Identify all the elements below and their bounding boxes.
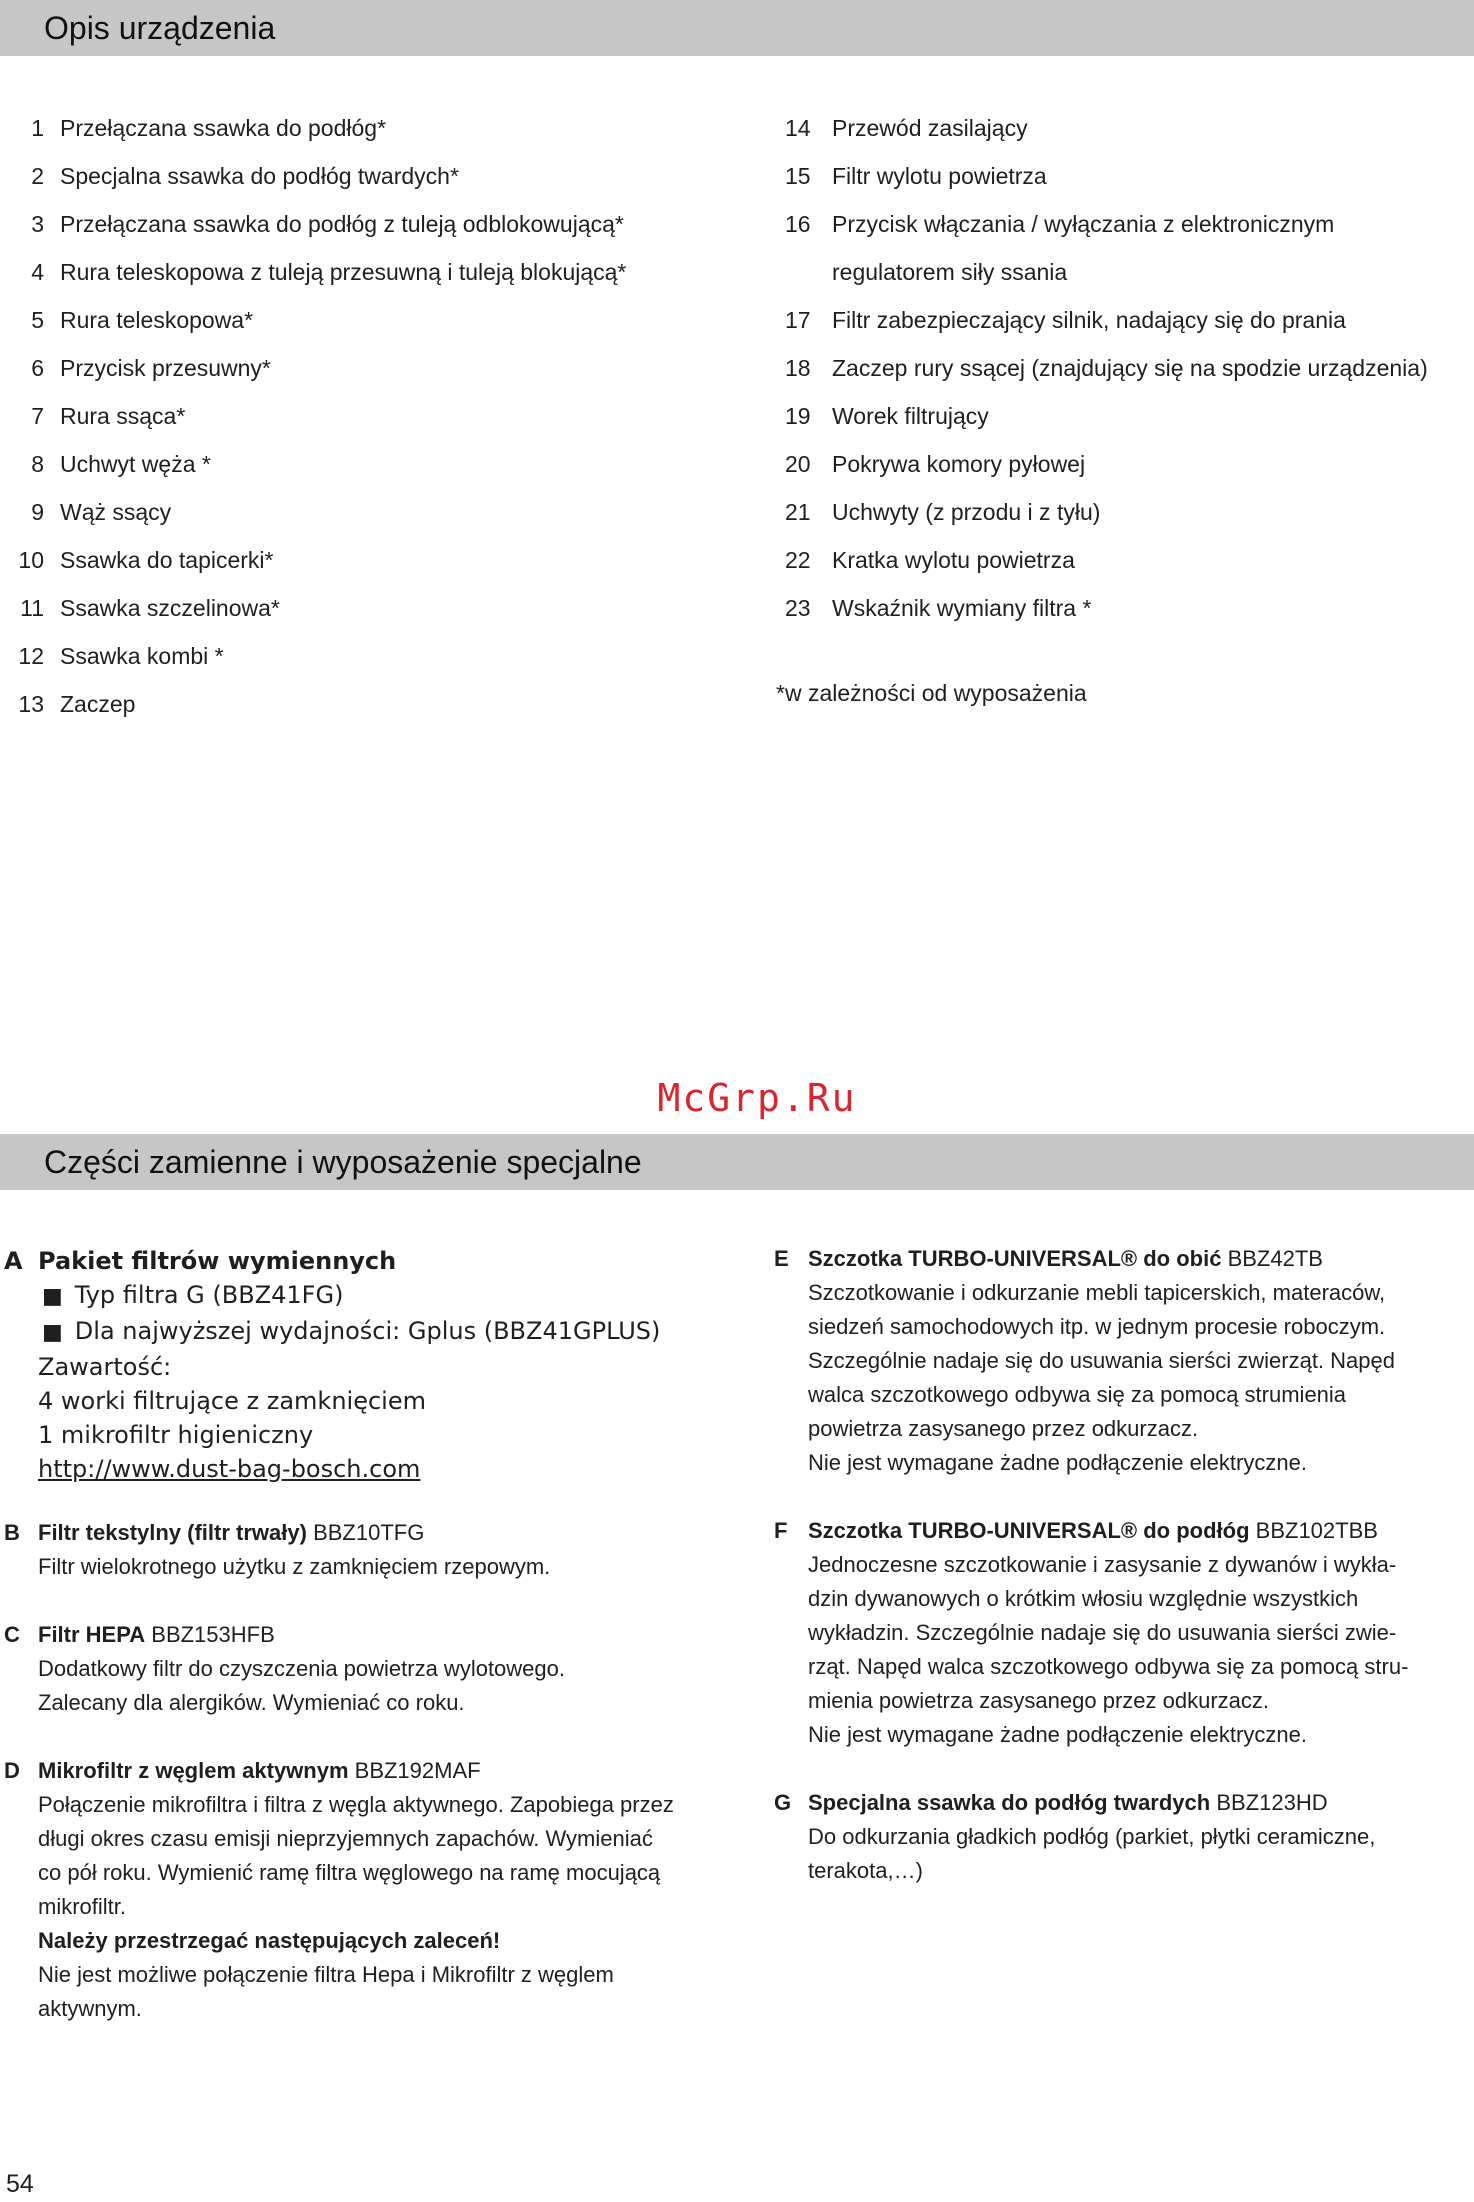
part-title: Mikrofiltr z węglem aktywnym	[38, 1758, 349, 1783]
warning-line: aktywnym.	[38, 1996, 142, 2021]
item-label: Worek filtrujący	[832, 403, 989, 429]
item-number: 12	[18, 643, 44, 669]
part-c	[4, 1618, 738, 1720]
description-line: Szczotkowanie i odkurzanie mebli tapicerskich, materaców,	[808, 1280, 1386, 1305]
description-line: Nie jest wymagane żadne podłączenie elektryczne.	[808, 1450, 1307, 1475]
item-label: Przełączana ssawka do podłóg*	[60, 115, 387, 141]
part-letter: B	[4, 1520, 20, 1545]
item-label: Ssawka szczelinowa*	[60, 595, 280, 621]
list-item	[770, 536, 1470, 584]
section-title: Opis urządzenia	[44, 9, 276, 46]
description-line: powietrza zasysanego przez odkurzacz.	[808, 1416, 1199, 1441]
part-letter: E	[774, 1246, 789, 1271]
description-line: dzin dywanowych o krótkim włosiu względnie wszystkich	[808, 1586, 1359, 1611]
item-label: Filtr wylotu powietrza	[832, 163, 1047, 189]
item-number: 7	[31, 403, 44, 429]
list-item	[770, 344, 1470, 392]
list-item	[0, 104, 760, 152]
part-letter: A	[4, 1247, 23, 1275]
item-label: Przycisk włączania / wyłączania z elektronicznym	[832, 211, 1335, 237]
part-code: BBZ102TBB	[1249, 1518, 1378, 1543]
item-label: Zaczep rury ssącej (znajdujący się na spodzie urządzenia)	[832, 355, 1428, 381]
contents-label: Zawartość:	[38, 1353, 172, 1381]
description-line: Połączenie mikrofiltra i filtra z węgla aktywnego. Zapobiega przez	[38, 1792, 674, 1817]
part-letter: F	[774, 1518, 788, 1543]
item-number: 2	[31, 163, 44, 189]
section-title: Części zamienne i wyposażenie specjalne	[44, 1143, 642, 1180]
part-code: BBZ42TB	[1221, 1246, 1323, 1271]
description-line: długi okres czasu emisji nieprzyjemnych zapachów. Wymieniać	[38, 1826, 653, 1851]
part-b	[4, 1516, 738, 1584]
item-label: Ssawka kombi *	[60, 643, 224, 669]
filter-type-line: ■ Typ filtra G (BBZ41FG)	[38, 1278, 738, 1314]
list-item	[770, 152, 1470, 200]
watermark: McGrp.Ru	[657, 1076, 857, 1120]
description-line: Szczególnie nadaje się do usuwania sierści zwierząt. Napęd	[808, 1348, 1395, 1373]
item-label: Uchwyty (z przodu i z tyłu)	[832, 499, 1101, 525]
item-label: Pokrywa komory pyłowej	[832, 451, 1086, 477]
part-title: Pakiet filtrów wymiennych	[38, 1247, 397, 1275]
list-item	[770, 584, 1470, 632]
warning-line: Nie jest możliwe połączenie filtra Hepa i Mikrofiltr z węglem	[38, 1962, 614, 1987]
contents-line: 4 worki filtrujące z zamknięciem	[38, 1387, 426, 1415]
part-a	[4, 1244, 738, 1486]
item-number: 10	[18, 547, 44, 573]
list-item	[770, 392, 1470, 440]
part-title: Szczotka TURBO-UNIVERSAL® do obić	[808, 1246, 1222, 1271]
section-header-czesci	[0, 1134, 1474, 1190]
list-item	[0, 632, 760, 680]
list-item	[0, 248, 760, 296]
item-number: 3	[31, 211, 44, 237]
item-label: Wskaźnik wymiany filtra *	[832, 595, 1092, 621]
component-list-left	[0, 104, 760, 728]
description-line: wykładzin. Szczególnie nadaje się do usuwania sierści zwie-	[808, 1620, 1397, 1645]
item-number: 19	[785, 403, 811, 429]
list-item	[0, 296, 760, 344]
item-number: 8	[31, 451, 44, 477]
description-line: Zalecany dla alergików. Wymieniać co roku.	[38, 1690, 465, 1715]
list-item	[0, 536, 760, 584]
description-line: walca szczotkowego odbywa się za pomocą strumienia	[808, 1382, 1347, 1407]
part-title: Szczotka TURBO-UNIVERSAL® do podłóg	[808, 1518, 1250, 1543]
part-g	[774, 1786, 1468, 1888]
description-line: Filtr wielokrotnego użytku z zamknięciem rzepowym.	[38, 1554, 551, 1579]
description-line: mienia powietrza zasysanego przez odkurzacz.	[808, 1688, 1270, 1713]
list-item	[0, 392, 760, 440]
part-title: Specjalna ssawka do podłóg twardych	[808, 1790, 1211, 1815]
component-list-right	[770, 104, 1470, 632]
item-label: Rura ssąca*	[60, 403, 186, 429]
section-header-opis	[0, 0, 1474, 56]
item-label: Uchwyt węża *	[60, 451, 211, 477]
item-number: 15	[785, 163, 811, 189]
item-label: regulatorem siły ssania	[832, 259, 1068, 285]
description-line: Do odkurzania gładkich podłóg (parkiet, płytki ceramiczne,	[808, 1824, 1376, 1849]
item-number: 4	[31, 259, 44, 285]
part-e	[774, 1242, 1468, 1480]
item-label: Rura teleskopowa*	[60, 307, 254, 333]
item-number: 18	[785, 355, 811, 381]
list-item	[770, 488, 1470, 536]
footnote: *w zależności od wyposażenia	[776, 680, 1087, 706]
page-number: 54	[6, 2170, 34, 2198]
part-description	[38, 1652, 738, 1720]
part-letter: C	[4, 1622, 20, 1647]
item-number: 22	[785, 547, 811, 573]
part-title: Filtr HEPA	[38, 1622, 146, 1647]
item-number: 9	[31, 499, 44, 525]
contents-line: 1 mikrofiltr higieniczny	[38, 1421, 314, 1449]
part-letter: D	[4, 1758, 20, 1783]
item-number: 14	[785, 115, 811, 141]
item-label: Przewód zasilający	[832, 115, 1028, 141]
part-title: Filtr tekstylny (filtr trwały)	[38, 1520, 307, 1545]
item-label: Specjalna ssawka do podłóg twardych*	[60, 163, 459, 189]
description-line: mikrofiltr.	[38, 1894, 126, 1919]
description-line: siedzeń samochodowych itp. w jednym procesie roboczym.	[808, 1314, 1386, 1339]
item-label: Kratka wylotu powietrza	[832, 547, 1075, 573]
item-number: 1	[31, 115, 44, 141]
item-label: Ssawka do tapicerki*	[60, 547, 274, 573]
filter-type-line: ■ Dla najwyższej wydajności: Gplus (BBZ41GPLUS)	[38, 1314, 738, 1350]
item-number: 11	[20, 595, 44, 621]
list-item	[0, 584, 760, 632]
part-description	[38, 1550, 738, 1584]
list-item	[0, 152, 760, 200]
item-number: 17	[785, 307, 811, 333]
item-number: 21	[785, 499, 811, 525]
part-description	[808, 1276, 1468, 1480]
description-line: rząt. Napęd walca szczotkowego odbywa się za pomocą stru-	[808, 1654, 1409, 1679]
part-code: BBZ123HD	[1210, 1790, 1328, 1815]
item-number: 23	[785, 595, 811, 621]
item-label: Zaczep	[60, 691, 136, 717]
list-item	[0, 344, 760, 392]
description-line: Nie jest wymagane żadne podłączenie elektryczne.	[808, 1722, 1307, 1747]
item-number: 20	[785, 451, 811, 477]
list-item	[770, 296, 1470, 344]
item-number: 5	[31, 307, 44, 333]
list-item	[0, 680, 760, 728]
description-line: Jednoczesne szczotkowanie i zasysanie z dywanów i wykła-	[808, 1552, 1397, 1577]
item-label: Filtr zabezpieczający silnik, nadający się do prania	[832, 307, 1346, 333]
list-item	[0, 200, 760, 248]
dust-bag-link[interactable]: http://www.dust-bag-bosch.com	[38, 1455, 421, 1483]
item-number: 16	[785, 211, 811, 237]
item-label: Przycisk przesuwny*	[60, 355, 271, 381]
item-label: Rura teleskopowa z tuleją przesuwną i tuleją blokującą*	[60, 259, 627, 285]
part-description	[808, 1548, 1468, 1752]
item-number: 13	[18, 691, 44, 717]
part-f	[774, 1514, 1468, 1752]
item-number: 6	[31, 355, 44, 381]
list-item	[0, 440, 760, 488]
description-line: Dodatkowy filtr do czyszczenia powietrza wylotowego.	[38, 1656, 566, 1681]
list-item	[770, 248, 1470, 296]
description-line: co pół roku. Wymienić ramę filtra węglowego na ramę mocującą	[38, 1860, 661, 1885]
list-item	[0, 488, 760, 536]
part-code: BBZ10TFG	[306, 1520, 425, 1545]
list-item	[770, 440, 1470, 488]
part-description	[808, 1820, 1468, 1888]
part-description	[38, 1788, 738, 1924]
part-code: BBZ153HFB	[145, 1622, 275, 1647]
part-letter: G	[774, 1790, 792, 1815]
list-item	[770, 104, 1470, 152]
part-d	[4, 1754, 738, 2026]
item-label: Przełączana ssawka do podłóg z tuleją odblokowującą*	[60, 211, 624, 237]
item-label: Wąż ssący	[60, 499, 172, 525]
description-line: terakota,…)	[808, 1858, 923, 1883]
warning-heading: Należy przestrzegać następujących zaleceń!	[38, 1928, 501, 1953]
part-code: BBZ192MAF	[348, 1758, 481, 1783]
list-item	[770, 200, 1470, 248]
